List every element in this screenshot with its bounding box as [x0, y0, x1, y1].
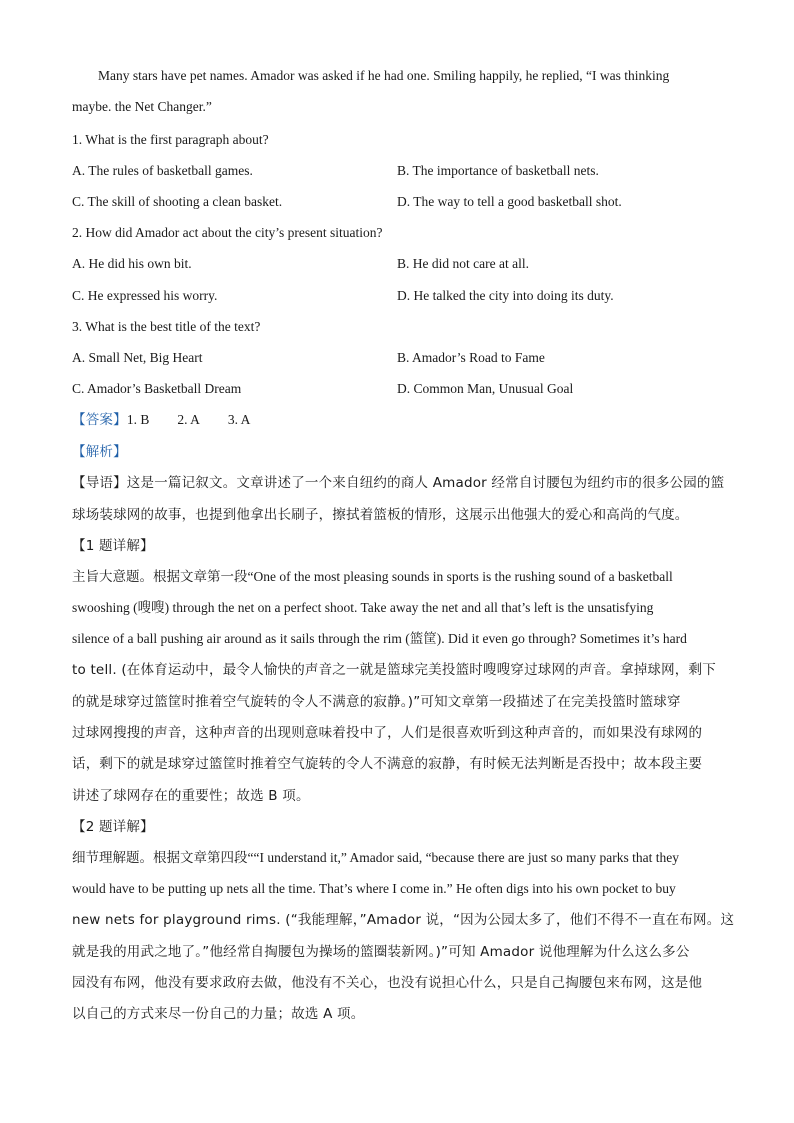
detail-heading: 【1 题详解】 [72, 538, 154, 554]
answer-item: 2. A [177, 412, 200, 427]
answer-line [72, 410, 722, 430]
detail-line: 就是我的用武之地了。”他经常自掏腰包为操场的篮圈装新网。)”可知 Amador 说他理解为什么这么多公 [72, 944, 690, 960]
question-option: C. Amador’s Basketball Dream [72, 381, 242, 396]
answer-label: 【答案】 [72, 412, 127, 428]
detail-line: 话，剩下的就是球穿过篮筐时推着空气旋转的令人不满意的寂静，有时候无法判断是否投中；故本段主要 [72, 756, 703, 772]
detail-line: would have to be putting up nets all the time. That’s where I come in.” He often digs into his own pocket to buy [72, 881, 676, 896]
question-option: A. He did his own bit. [72, 256, 192, 271]
detail-line: 细节理解题。根据文章第四段““I understand it,” Amador said, “because there are just so many parks that they [72, 850, 679, 865]
question-option: B. Amador’s Road to Fame [397, 350, 545, 365]
detail-line: 以自己的方式来尽一份自己的力量；故选 A 项。 [72, 1006, 365, 1022]
question-option: A. Small Net, Big Heart [72, 350, 203, 365]
detail-line: to tell. (在体育运动中，最令人愉快的声音之一就是篮球完美投篮时嗖嗖穿过球网的声音。拿掉球网，剩下 [72, 662, 716, 678]
passage-line: Many stars have pet names. Amador was asked if he had one. Smiling happily, he replied, “I was thinking [98, 68, 670, 83]
detail-line: silence of a ball pushing air around as it sails through the rim (篮筐). Did it even go through? Sometimes it’s hard [72, 631, 687, 646]
detail-line: 主旨大意题。根据文章第一段“One of the most pleasing sounds in sports is the rushing sound of a basketball [72, 569, 673, 584]
detail-heading: 【2 题详解】 [72, 819, 154, 835]
intro-line: 【导语】这是一篇记叙文。文章讲述了一个来自纽约的商人 Amador 经常自讨腰包为纽约市的很多公园的篮 [72, 475, 725, 491]
question-stem: 2. How did Amador act about the city’s present situation? [72, 225, 383, 240]
question-option: C. He expressed his worry. [72, 288, 218, 303]
detail-line: swooshing (嗖嗖) through the net on a perfect shoot. Take away the net and all that’s left is the unsatisfying [72, 600, 654, 615]
question-option: D. He talked the city into doing its duty. [397, 288, 614, 303]
detail-line: 的就是球穿过篮筐时推着空气旋转的令人不满意的寂静。)”可知文章第一段描述了在完美投篮时篮球穿 [72, 694, 681, 710]
detail-line: 过球网搜搜的声音，这种声音的出现则意味着投中了，人们是很喜欢听到这种声音的，而如果没有球网的 [72, 725, 703, 741]
detail-line: 园没有布网，他没有要求政府去做，他没有不关心，也没有说担心什么，只是自己掏腰包来布网，这是他 [72, 975, 703, 991]
question-option: D. Common Man, Unusual Goal [397, 381, 574, 396]
passage-line: maybe. the Net Changer.” [72, 99, 212, 114]
question-option: B. The importance of basketball nets. [397, 163, 599, 178]
detail-line: 讲述了球网存在的重要性；故选 B 项。 [72, 788, 310, 804]
intro-line: 球场装球网的故事，也提到他拿出长刷子，擦拭着篮板的情形，这展示出他强大的爱心和高尚的气度。 [72, 507, 689, 523]
question-stem: 3. What is the best title of the text? [72, 319, 261, 334]
question-option: A. The rules of basketball games. [72, 163, 253, 178]
detail-line: new nets for playground rims. (“我能理解，”Amador 说，“因为公园太多了，他们不得不一直在布网。这 [72, 912, 735, 928]
question-option: C. The skill of shooting a clean basket. [72, 194, 283, 209]
question-stem: 1. What is the first paragraph about? [72, 132, 269, 147]
question-option: D. The way to tell a good basketball shot. [397, 194, 622, 209]
answer-item: 3. A [227, 412, 251, 427]
answer-item: 1. B [126, 412, 150, 427]
question-option: B. He did not care at all. [397, 256, 529, 271]
analysis-label: 【解析】 [72, 444, 127, 460]
